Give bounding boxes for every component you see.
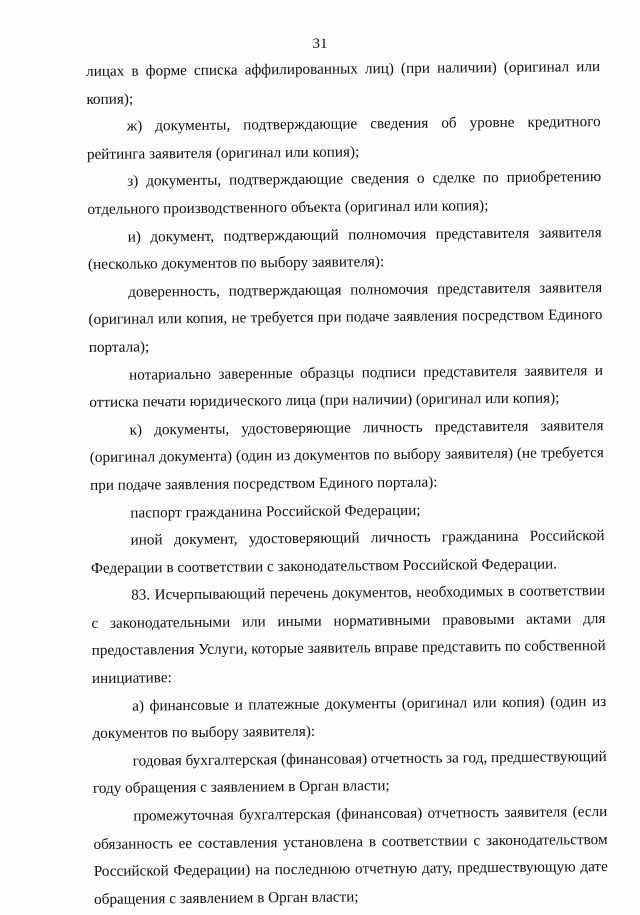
- paragraph-power-of-attorney: доверенность, подтверждающая полномочия представителя заявителя (оригинал или копия, не требуется при подаче заявления посредством Единого портала);: [88, 278, 603, 356]
- paragraph-item-i: и) документ, подтверждающий полномочия представителя заявителя (несколько документов по выбору заявителя):: [87, 223, 602, 274]
- paragraph-passport: паспорт гражданина Российской Федерации;: [130, 501, 421, 522]
- paragraph-section-83: 83. Исчерпывающий перечень документов, необходимых в соответствии с законодательными или иными нормативными правовыми актами для предоставления Услуги, которые заявитель вправе представить по собственной инициативе:: [91, 582, 606, 688]
- paragraph-continuation: лицах в форме списка аффилированных лиц) (при наличии) (оригинал или копия);: [86, 58, 601, 108]
- paragraph-item-k: к) документы, удостоверяющие личность представителя заявителя (оригинал документа) (один из документов по выбору заявителя) (не требуется при подаче заявления посредством Единого портала):: [89, 416, 604, 494]
- paragraph-annual-reporting: годовая бухгалтерская (финансовая) отчетность за год, предшествующий году обращения с заявлением в Орган власти;: [92, 747, 607, 798]
- paragraph-interim-reporting: промежуточная бухгалтерская (финансовая) отчетность заявителя (если обязанность ее составления установлена в соответствии с законодательством Российской Федерации) на последнюю отчетную дату, предшествующую дате обращения с заявлением в Орган власти;: [93, 803, 608, 908]
- document-body: [86, 53, 608, 913]
- paragraph-item-z: з) документы, подтверждающие сведения о сделке по приобретению отдельного производственного объекта (оригинал или копия);: [87, 168, 602, 218]
- paragraph-other-id-document: иной документ, удостоверяющий личность гражданина Российской Федерации в соответствии с законодательством Российской Федерации.: [90, 527, 605, 577]
- paragraph-item-a: а) финансовые и платежные документы (оригинал или копия) (один из документов по выбору заявителя):: [92, 692, 607, 743]
- paragraph-notarized-signatures: нотариально заверенные образцы подписи представителя заявителя и оттиска печати юридического лица (при наличии) (оригинал или копия);: [89, 361, 604, 412]
- page-number: 31: [312, 36, 328, 52]
- paragraph-item-zh: ж) документы, подтверждающие сведения об уровне кредитного рейтинга заявителя (оригинал или копия);: [86, 113, 601, 163]
